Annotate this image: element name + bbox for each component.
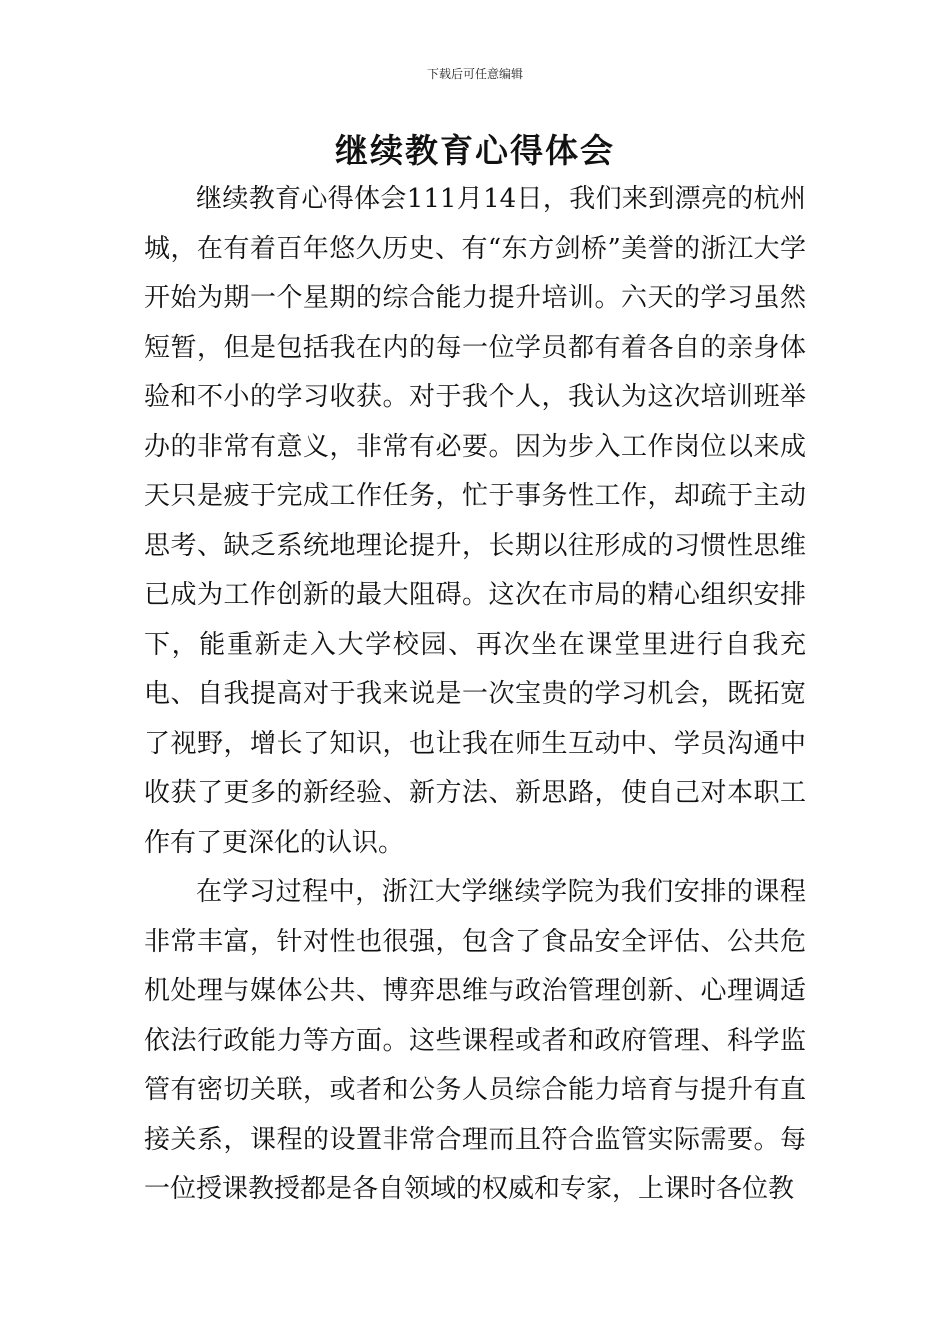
document-body <box>144 175 806 1215</box>
document-title: 继续教育心得体会 <box>335 131 615 170</box>
paragraph-1: 继续教育心得体会111月14日，我们来到漂亮的杭州城，在有着百年悠久历史、有“东方剑桥”美誉的浙江大学开始为期一个星期的综合能力提升培训。六天的学习虽然短暂，但是包括我在内的每一位学员都有着各自的亲身体验和不小的学习收获。对于我个人，我认为这次培训班举办的非常有意义，非常有必要。因为步入工作岗位以来成天只是疲于完成工作任务，忙于事务性工作，却疏于主动思考、缺乏系统地理论提升，长期以往形成的习惯性思维已成为工作创新的最大阻碍。这次在市局的精心组织安排下，能重新走入大学校园、再次坐在课堂里进行自我充电、自我提高对于我来说是一次宝贵的学习机会，既拓宽了视野，增长了知识，也让我在师生互动中、学员沟通中收获了更多的新经验、新方法、新思路，使自己对本职工作有了更深化的认识。 <box>144 184 806 858</box>
header-note: 下载后可任意编辑 <box>426 67 523 81</box>
paragraph-2: 在学习过程中，浙江大学继续学院为我们安排的课程非常丰富，针对性也很强，包含了食品安全评估、公共危机处理与媒体公共、博弈思维与政治管理创新、心理调适依法行政能力等方面。这些课程或者和政府管理、科学监管有密切关联，或者和公务人员综合能力培育与提升有直接关系，课程的设置非常合理而且符合监管实际需要。每一位授课教授都是各自领域的权威和专家，上课时各位教 <box>144 877 806 1204</box>
